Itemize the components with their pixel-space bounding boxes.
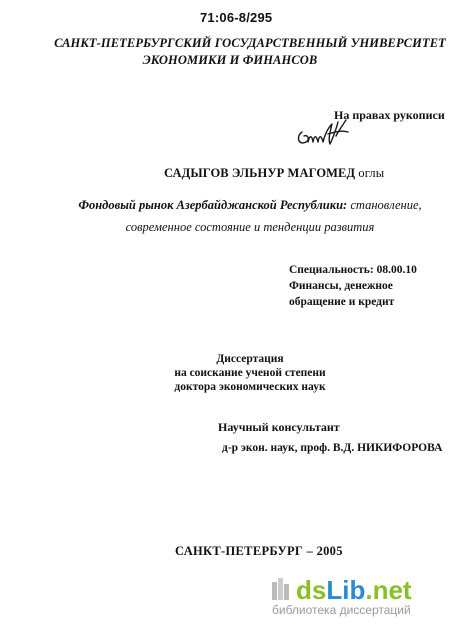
logo-ds: ds — [296, 575, 327, 605]
title-bold-part: Фондовый рынок Азербайджанской Республики: — [78, 198, 348, 212]
book-stack-icon — [272, 578, 289, 600]
author-patronymic-suffix: оглы — [358, 166, 385, 180]
dslib-logo — [270, 568, 445, 618]
logo-lib: Lib — [326, 575, 366, 605]
degree-block — [140, 352, 360, 394]
dissertation-title-line1 — [40, 198, 450, 213]
specialty-code: Специальность: 08.00.10 — [289, 264, 417, 276]
author-full-name: САДЫГОВ ЭЛЬНУР МАГОМЕД — [164, 166, 356, 180]
degree-purpose: на соискание ученой степени — [174, 367, 326, 379]
university-name-line1: САНКТ-ПЕТЕРБУРГСКИЙ ГОСУДАРСТВЕННЫЙ УНИВЕРСИТЕТ — [54, 36, 446, 50]
logo-tagline: библиотека диссертаций — [272, 603, 411, 617]
manuscript-rights-label: На правах рукописи — [334, 108, 445, 122]
archive-code: 71:06-8/295 — [200, 10, 273, 25]
specialty-block — [289, 262, 417, 310]
svg-text:dsLib.net — [296, 575, 412, 605]
degree-name: доктора экономических наук — [174, 381, 326, 393]
specialty-name-line1: Финансы, денежное — [289, 280, 393, 292]
consultant-label: Научный консультант — [218, 420, 340, 434]
title-rest-part: становление, — [350, 198, 422, 212]
dissertation-title-line2: современное состояние и тенденции развития — [125, 220, 375, 234]
specialty-name-line2: обращение и кредит — [289, 296, 395, 308]
author-name — [164, 166, 384, 181]
logo-net: .net — [365, 575, 412, 605]
university-name-line2: ЭКОНОМИКИ И ФИНАНСОВ — [142, 53, 318, 67]
consultant-name: д-р экон. наук, проф. В.Д. НИКИФОРОВА — [222, 442, 443, 454]
degree-label: Диссертация — [216, 353, 284, 365]
author-signature — [292, 114, 354, 154]
city-year: САНКТ-ПЕТЕРБУРГ – 2005 — [175, 544, 343, 558]
